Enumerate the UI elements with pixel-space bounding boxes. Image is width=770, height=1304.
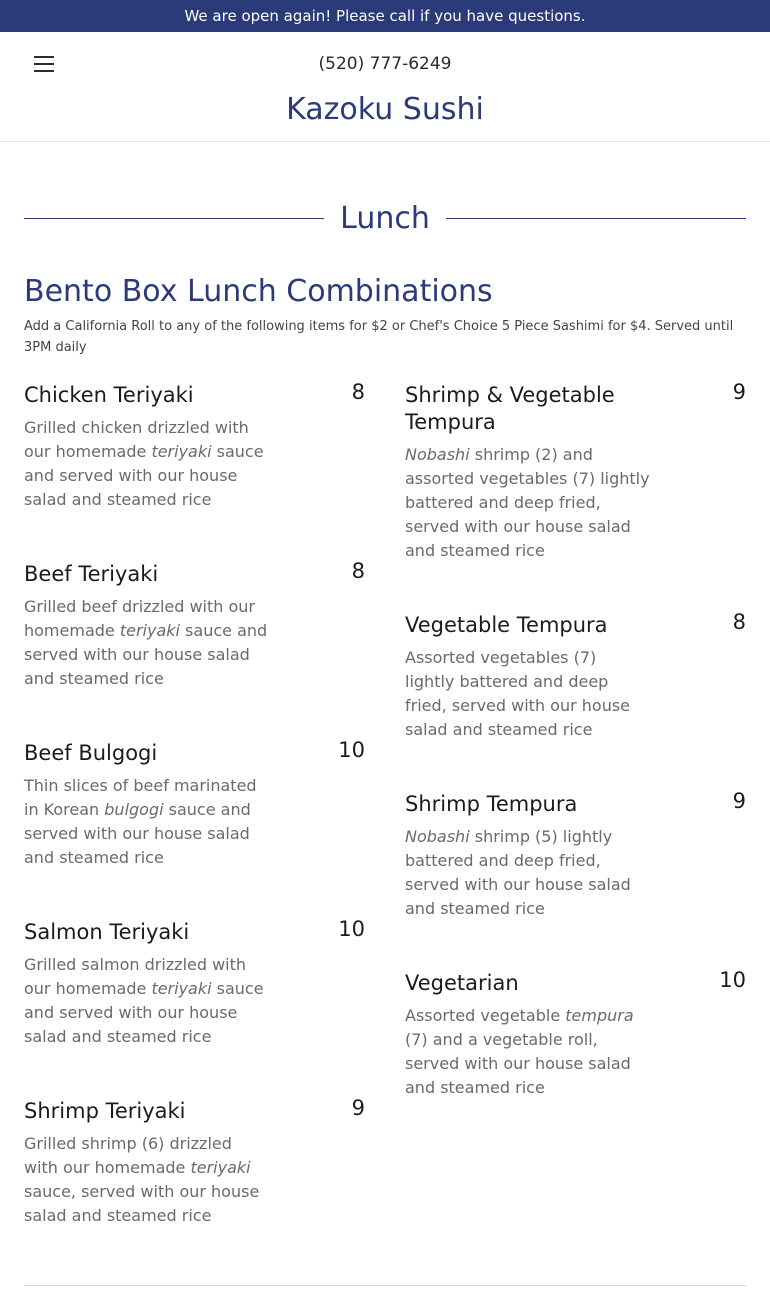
divider — [24, 218, 324, 219]
item-price: 9 — [732, 789, 746, 813]
item-price: 8 — [732, 610, 746, 634]
item-description: Grilled salmon drizzled with our homemade teriyaki sauce and served with our house salad and steamed rice — [24, 955, 264, 1046]
item-description: Assorted vegetables (7) lightly battered and deep fried, served with our house salad and steamed rice — [405, 648, 631, 739]
item-description: Grilled chicken drizzled with our homemade teriyaki sauce and served with our house salad and steamed rice — [24, 418, 264, 509]
menu-section-title — [24, 198, 746, 238]
item-name: Shrimp Teriyaki — [24, 1099, 186, 1123]
menu-item — [405, 382, 746, 563]
item-price: 8 — [351, 380, 365, 404]
item-description: Grilled beef drizzled with our homemade teriyaki sauce and served with our house salad and steamed rice — [24, 597, 268, 688]
menu-item — [24, 919, 365, 1049]
announcement-banner — [0, 0, 770, 32]
menu-item — [24, 1098, 365, 1228]
item-price: 10 — [719, 968, 746, 992]
category-title: Bento Box Lunch Combinations — [24, 274, 493, 309]
item-price: 8 — [351, 559, 365, 583]
site-header — [0, 32, 770, 142]
item-price: 10 — [338, 738, 365, 762]
item-description: Thin slices of beef marinated in Korean bulgogi sauce and served with our house salad and steamed rice — [24, 776, 257, 867]
menu-item — [24, 740, 365, 870]
menu-item — [405, 970, 746, 1100]
item-name: Shrimp Tempura — [405, 792, 578, 816]
category-description: Add a California Roll to any of the following items for $2 or Chef's Choice 5 Piece Sashimi for $4. Served until 3PM daily — [24, 319, 734, 355]
menu-item — [24, 561, 365, 691]
item-price: 9 — [351, 1096, 365, 1120]
site-title[interactable]: Kazoku Sushi — [286, 92, 484, 127]
item-description: Nobashi shrimp (5) lightly battered and deep fried, served with our house salad and steamed rice — [405, 827, 631, 918]
item-description: Nobashi shrimp (2) and assorted vegetables (7) lightly battered and deep fried, served with our house salad and steamed rice — [405, 445, 650, 560]
phone-link[interactable]: (520) 777-6249 — [318, 54, 452, 74]
divider — [24, 1285, 746, 1286]
item-description: Grilled shrimp (6) drizzled with our homemade teriyaki sauce, served with our house salad and steamed rice — [24, 1134, 260, 1225]
item-price: 10 — [338, 917, 365, 941]
item-name: Vegetarian — [405, 971, 519, 995]
item-name: Salmon Teriyaki — [24, 920, 190, 944]
section-heading: Lunch — [340, 200, 430, 236]
banner-text: We are open again! Please call if you have questions. — [184, 7, 586, 25]
item-name: Chicken Teriyaki — [24, 383, 194, 407]
item-name: Beef Teriyaki — [24, 562, 159, 586]
item-name: Vegetable Tempura — [405, 613, 608, 637]
menu-item — [405, 791, 746, 921]
item-name: Beef Bulgogi — [24, 741, 158, 765]
item-price: 9 — [732, 380, 746, 404]
divider — [446, 218, 746, 219]
menu-item — [405, 612, 746, 742]
item-description: Assorted vegetable tempura (7) and a vegetable roll, served with our house salad and steamed rice — [405, 1006, 634, 1097]
item-name: Shrimp & Vegetable Tempura — [405, 383, 615, 434]
menu-item — [24, 382, 365, 512]
